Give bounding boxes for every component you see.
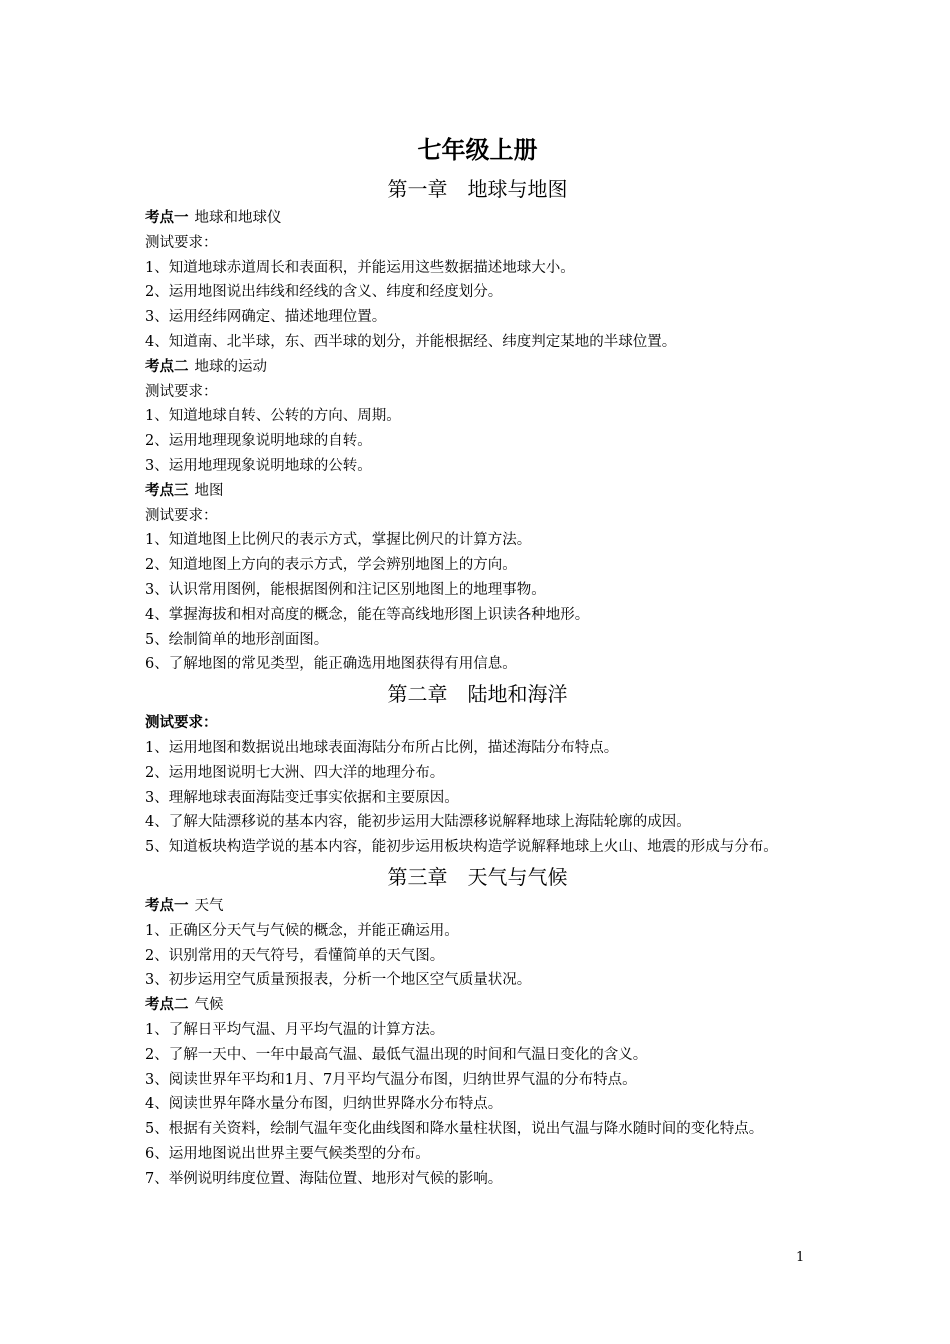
kaodian-label: 考点一 <box>145 210 189 226</box>
chapter-2-heading: 第二章 陆地和海洋 <box>387 682 568 707</box>
requirements-label: 测试要求： <box>145 234 218 251</box>
requirement-item: 1、知道地球赤道周长和表面积，并能运用这些数据描述地球大小。 <box>145 259 575 276</box>
requirement-item: 2、了解一天中、一年中最高气温、最低气温出现的时间和气温日变化的含义。 <box>145 1046 648 1063</box>
requirement-item: 1、了解日平均气温、月平均气温的计算方法。 <box>145 1021 445 1038</box>
kaodian-heading <box>145 355 810 380</box>
requirement-item: 1、知道地球自转、公转的方向、周期。 <box>145 408 401 425</box>
kaodian-topic: 地球的运动 <box>194 358 267 375</box>
kaodian-label: 考点二 <box>145 358 189 375</box>
kaodian-label: 考点三 <box>145 482 189 499</box>
kaodian-label: 考点二 <box>145 997 189 1014</box>
kaodian-heading <box>145 479 810 504</box>
requirements-label: 测试要求： <box>145 715 218 732</box>
requirements-label: 测试要求： <box>145 507 218 524</box>
requirement-item: 3、阅读世界年平均和1月、7月平均气温分布图，归纳世界气温的分布特点。 <box>145 1071 637 1088</box>
kaodian-label: 考点一 <box>145 897 189 914</box>
requirement-item: 4、阅读世界年降水量分布图，归纳世界降水分布特点。 <box>145 1096 503 1113</box>
requirement-item: 2、识别常用的天气符号，看懂简单的天气图。 <box>145 947 445 964</box>
requirement-item: 3、理解地球表面海陆变迁事实依据和主要原因。 <box>145 789 459 806</box>
requirement-item: 1、正确区分天气与气候的概念，并能正确运用。 <box>145 922 459 939</box>
kaodian-topic: 地球和地球仪 <box>194 210 282 226</box>
chapter-1-heading: 第一章 地球与地图 <box>387 177 568 201</box>
document-title: 七年级上册 <box>417 136 538 164</box>
kaodian-topic: 地图 <box>194 482 224 499</box>
requirement-item: 1、知道地图上比例尺的表示方式，掌握比例尺的计算方法。 <box>145 532 532 549</box>
requirements-label: 测试要求： <box>145 383 218 400</box>
document-page <box>145 130 810 1191</box>
requirement-item: 1、运用地图和数据说出地球表面海陆分布所占比例，描述海陆分布特点。 <box>145 739 619 756</box>
requirement-item: 5、知道板块构造学说的基本内容，能初步运用板块构造学说解释地球上火山、地震的形成与分布。 <box>145 839 778 856</box>
requirement-item: 6、了解地图的常见类型，能正确选用地图获得有用信息。 <box>145 656 517 673</box>
requirement-item: 5、绘制简单的地形剖面图。 <box>145 631 329 648</box>
kaodian-heading <box>145 894 810 919</box>
requirement-item: 2、运用地图说出纬线和经线的含义、纬度和经度划分。 <box>145 284 503 301</box>
requirement-item: 2、知道地图上方向的表示方式，学会辨别地图上的方向。 <box>145 557 517 574</box>
requirement-item: 3、运用经纬网确定、描述地理位置。 <box>145 309 387 326</box>
chapter-3-heading: 第三章 天气与气候 <box>387 864 568 889</box>
requirement-item: 5、根据有关资料，绘制气温年变化曲线图和降水量柱状图，说出气温与降水随时间的变化特点。 <box>145 1121 764 1138</box>
requirement-item: 4、掌握海拔和相对高度的概念，能在等高线地形图上识读各种地形。 <box>145 606 590 623</box>
requirement-item: 4、了解大陆漂移说的基本内容，能初步运用大陆漂移说解释地球上海陆轮廓的成因。 <box>145 814 691 831</box>
kaodian-topic: 天气 <box>194 897 224 914</box>
requirement-item: 3、运用地理现象说明地球的公转。 <box>145 457 372 474</box>
requirement-item: 7、举例说明纬度位置、海陆位置、地形对气候的影响。 <box>145 1170 503 1187</box>
requirement-item: 4、知道南、北半球，东、西半球的划分，并能根据经、纬度判定某地的半球位置。 <box>145 333 677 350</box>
page-number: 1 <box>796 1250 805 1265</box>
kaodian-heading <box>145 206 810 231</box>
kaodian-heading <box>145 993 810 1018</box>
requirement-item: 2、运用地理现象说明地球的自转。 <box>145 433 372 450</box>
requirement-item: 6、运用地图说出世界主要气候类型的分布。 <box>145 1145 430 1162</box>
kaodian-topic: 气候 <box>194 997 224 1014</box>
requirement-item: 3、认识常用图例，能根据图例和注记区别地图上的地理事物。 <box>145 581 546 598</box>
requirement-item: 3、初步运用空气质量预报表，分析一个地区空气质量状况。 <box>145 972 532 989</box>
requirement-item: 2、运用地图说明七大洲、四大洋的地理分布。 <box>145 764 445 781</box>
